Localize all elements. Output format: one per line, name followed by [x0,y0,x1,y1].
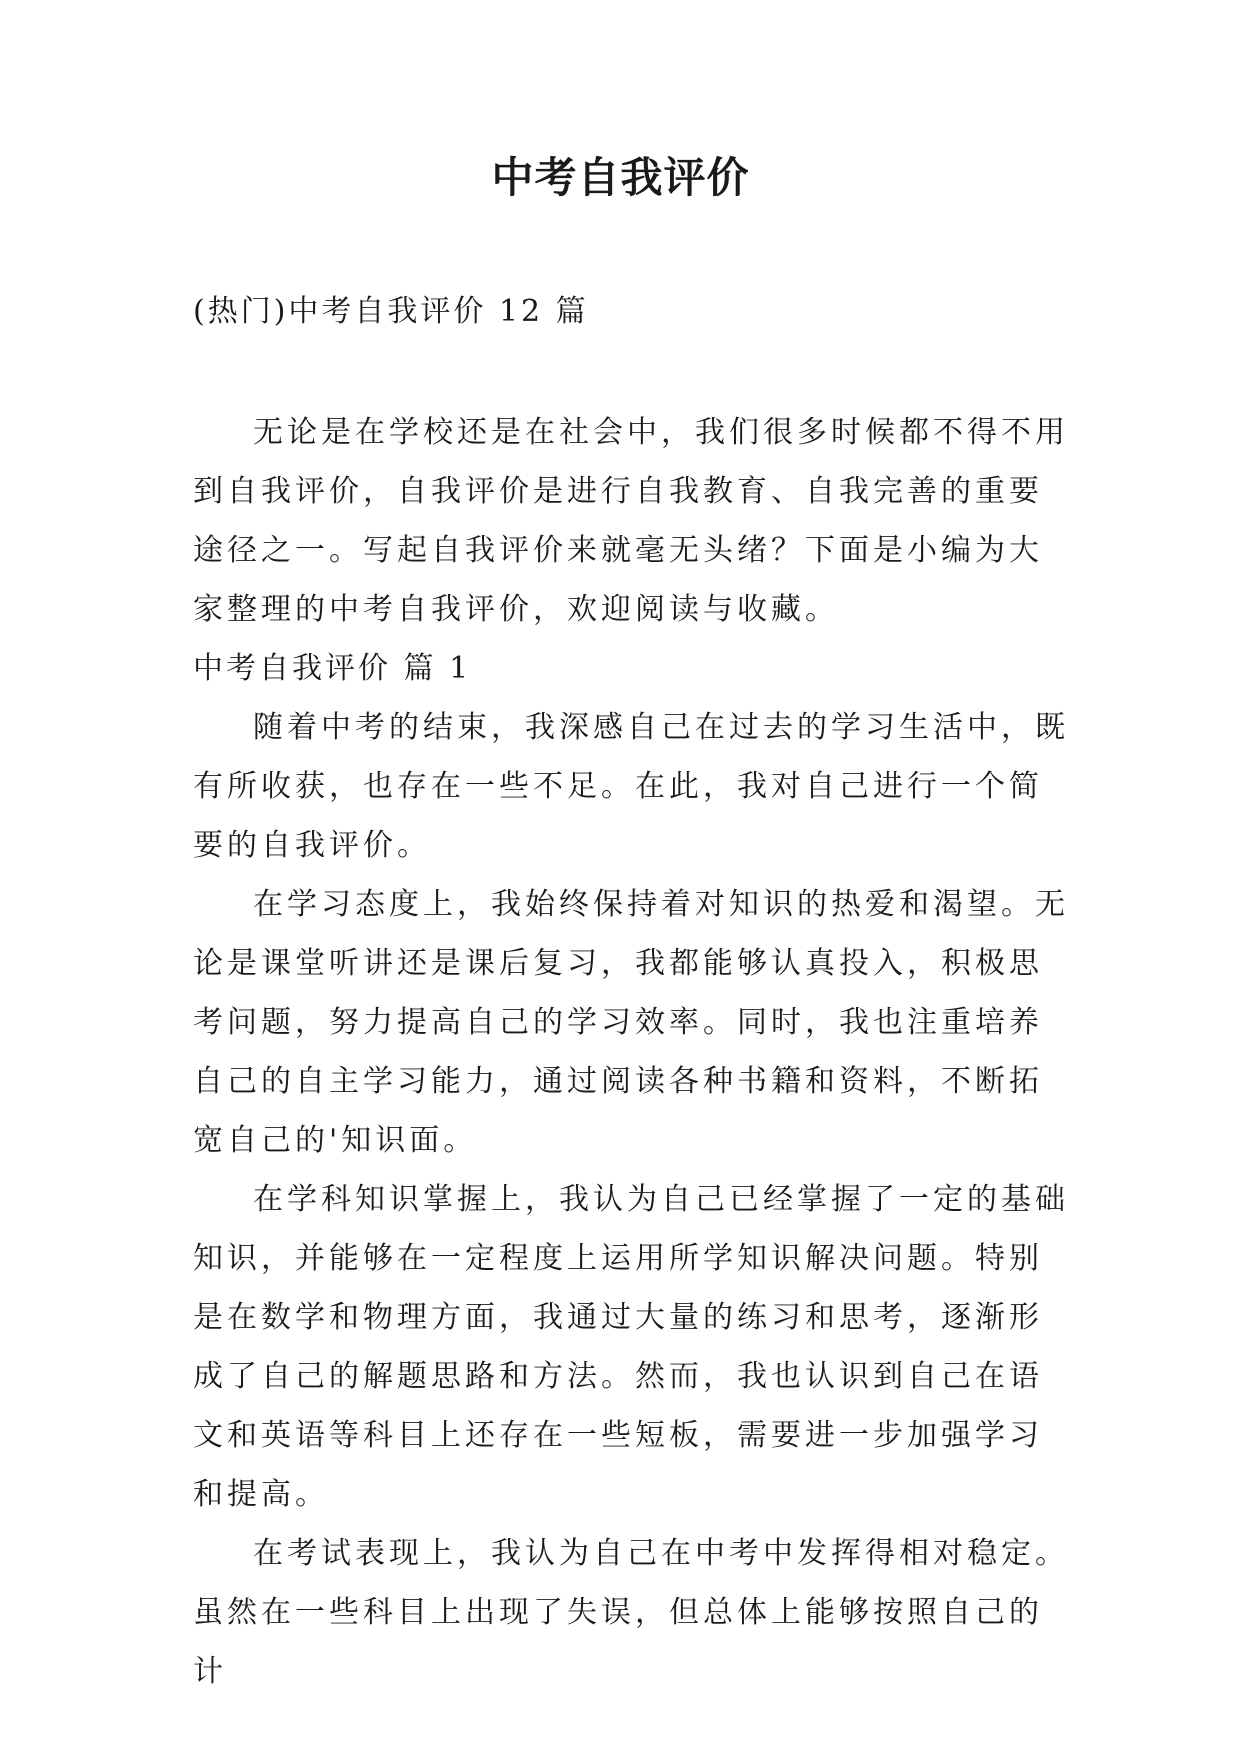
document-subtitle: (热门)中考自我评价 12 篇 [193,294,589,329]
page-title: 中考自我评价 [491,153,750,202]
body-paragraph: 在学习态度上，我始终保持着对知识的热爱和渴望。无论是课堂听讲还是课后复习，我都能够认真投入，积极思考问题，努力提高自己的学习效率。同时，我也注重培养自己的自主学习能力，通过阅读各种书籍和资料，不断拓宽自己的'知识面。 [193,887,1069,1158]
document-body [193,403,1073,1701]
body-paragraph: 在考试表现上，我认为自己在中考中发挥得相对稳定。虽然在一些科目上出现了失误，但总体上能够按照自己的计 [193,1536,1069,1689]
intro-paragraph: 无论是在学校还是在社会中，我们很多时候都不得不用到自我评价，自我评价是进行自我教育、自我完善的重要途径之一。写起自我评价来就毫无头绪？下面是小编为大家整理的中考自我评价，欢迎阅读与收藏。 [193,415,1069,627]
body-paragraph: 随着中考的结束，我深感自己在过去的学习生活中，既有所收获，也存在一些不足。在此，我对自己进行一个简要的自我评价。 [193,710,1069,863]
body-paragraph: 在学科知识掌握上，我认为自己已经掌握了一定的基础知识，并能够在一定程度上运用所学知识解决问题。特别是在数学和物理方面，我通过大量的练习和思考，逐渐形成了自己的解题思路和方法。然而，我也认识到自己在语文和英语等科目上还存在一些短板，需要进一步加强学习和提高。 [193,1182,1069,1512]
section-heading: 中考自我评价 篇 1 [193,651,472,686]
